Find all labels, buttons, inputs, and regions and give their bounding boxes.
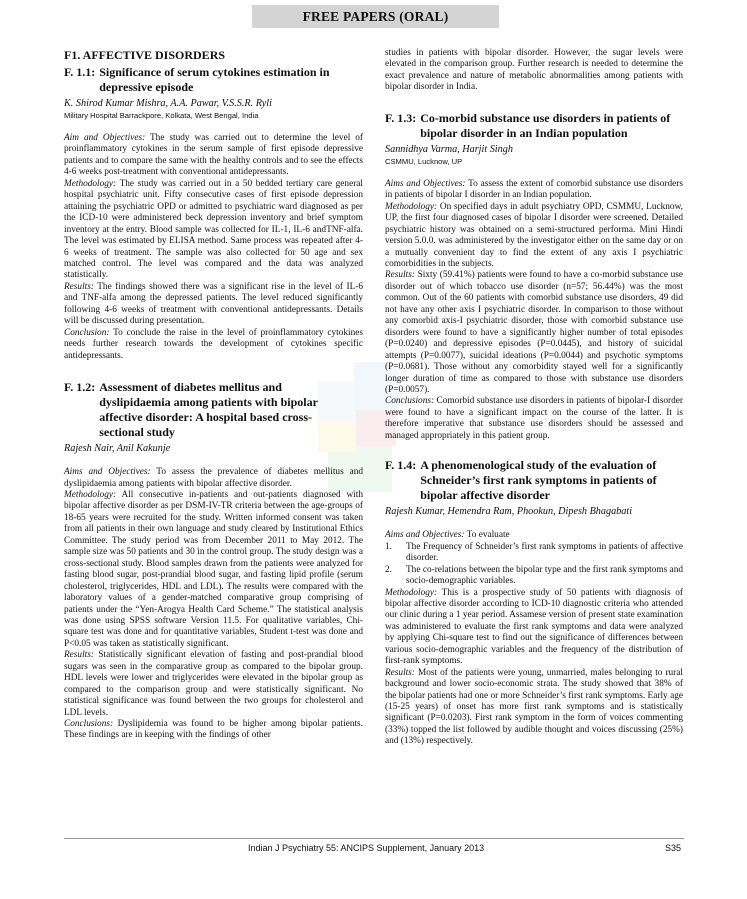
footer-journal: Indian J Psychiatry 55: ANCIPS Supplement, January 2013: [248, 843, 485, 853]
list-item-number: 2.: [385, 564, 392, 575]
aims-text: The study was carried out to determine the level of proinflammatory cytokines in the serum sample of first episode depressive patients and to compare the same with the healthy controls and to see the effects 4-6 weeks post-treatment with conventional antidepressants.: [64, 133, 363, 178]
aims-paragraph: [385, 530, 683, 541]
methodology-paragraph: [385, 588, 683, 668]
results-label: Results:: [64, 281, 94, 292]
abstract-authors: Rajesh Kumar, Hemendra Ram, Phookun, Dipesh Bhagabati: [385, 506, 633, 518]
aims-label: Aims and Objectives:: [385, 178, 466, 189]
results-paragraph: [385, 668, 683, 748]
abstract-authors: Rajesh Nair, Anil Kakunje: [64, 443, 171, 455]
abstract-authors: K. Shirod Kumar Mishra, A.A. Pawar, V.S.S.R. Ryli: [64, 98, 272, 109]
list-item-number: 1.: [385, 541, 392, 552]
methodology-label: Methodology:: [64, 178, 117, 189]
abstract-number: F. 1.3:: [385, 110, 417, 125]
methodology-text: All consecutive in-patients and out-patients diagnosed with bipolar affective disorder as per DSM-IV-TR criteria between the age-groups of 18-65 years were recruited for the study. Written informed consent was taken from all patients in their own language and study cleared by Institutional Ethics Committee. The study period was from December 2011 to May 2012. The sample size was 50 patients and 30 in the control group. The study design was a cross-sectional study. Blood samples drawn from the patients were analyzed for fasting blood sugar, post-prandial blood sugar, and fasting lipid profile (serum cholesterol, triglycerides, HDL and LDL). The results were compared with the laboratory values of a gender-matched comparative group comprising of patients under the “Yen-Arogya Health Card Scheme.” The statistical analysis was done using SPSS software Version 11.5. For qualitative variables, Chi-square test was done and for quantitative variables, Student t-test was done and P<0.05 was taken as statistically significant.: [64, 489, 363, 649]
results-text: The findings showed there was a significant rise in the level of IL-6 and TNF-alfa among the depressed patients. The level reduced significantly following 4-6 weeks of treatment with conventional antidepressants. Details will be discussed during presentation.: [64, 281, 363, 327]
abstract-title: Significance of serum cytokines estimation in depressive episode: [99, 65, 330, 94]
left-column: [64, 48, 363, 742]
abstract-f1-2: [64, 380, 363, 742]
abstract-authors: Sannidhya Varma, Harjit Singh: [385, 143, 513, 155]
aims-text: To assess the extent of comorbid substance use disorders in patients of bipolar I disorder in an Indian population.: [385, 178, 683, 201]
aims-label: Aims and Objectives:: [64, 467, 151, 478]
abstract-f1-3: [385, 111, 683, 442]
conclusion-text: To conclude the raise in the level of proinflammatory cytokines needs further research towards the development of cytokines specific antidepressants.: [64, 327, 363, 361]
conclusion-paragraph: [64, 719, 363, 742]
list-item: [385, 542, 683, 565]
results-label: Results:: [385, 270, 415, 281]
methodology-label: Methodology:: [64, 489, 117, 500]
conclusion-text: Comorbid substance use disorders in patients of bipolar-I disorder were found to have a significant impact on the course of the latter. It is therefore imperative that substance use disorders should be assessed and managed appropriately in this patient group.: [385, 396, 683, 441]
aims-paragraph: [385, 179, 683, 202]
aims-paragraph: [64, 467, 363, 490]
results-label: Results:: [385, 667, 415, 678]
conclusion-paragraph: [64, 328, 363, 362]
conclusion-text: Dyslipidemia was found to be higher among bipolar patients. These findings are in keeping with the findings of other: [64, 719, 363, 741]
results-paragraph: [64, 282, 363, 328]
methodology-text: This is a prospective study of 50 patients with diagnosis of bipolar affective disorder according to ICD-10 diagnostic criteria who attended our clinic during a 1 year period. Assamese version of present state examination was administered to evaluate the first rank symptoms and data were analyzed by applying Chi-square test to find out the significance of differences between various socio-demographic variables and the frequency of the distribution of first-rank symptoms.: [385, 587, 683, 667]
methodology-text: On specified days in adult psychiatry OPD, CSMMU, Lucknow, UP, the first four diagnosed cases of bipolar I disorder were screened. Detailed psychiatric history was obtained on a semi-structured performa. Mini Hindi version 5.0.0. was administered by the investigator either on the same day or on a mutually convenient day to find the extent of any axis I psychiatric comorbidities in the subjects.: [385, 201, 683, 269]
results-text: Most of the patients were young, unmarried, males belonging to rural background and lower socio-economic strata. The study showed that 38% of the bipolar patients had one or more Schneider’s first rank symptoms. Early age (15-25 years) of onset has more first rank symptoms and is statistically significant (P=0.0203). First rank symptom in the form of voices commenting (33%) topped the list followed by audible thought and voices discussing (25%) and (13%) respectively.: [385, 667, 683, 747]
abstract-heading: [385, 111, 683, 141]
list-item-text: The Frequency of Schneider’s first rank symptoms in patients of affective disorder.: [406, 541, 683, 564]
aims-text: To evaluate: [464, 530, 510, 541]
methodology-text: The study was carried out in a 50 bedded tertiary care general hospital psychiatric unit. Fifty consecutive cases of first episode depression attaining the psychiatric OPD or admitted to psychiatric ward diagnosed as per the ICD-10 were administered beck depression inventory and brief symptom inventory at the entry. Blood sample was collected for IL-1, IL-6 andTNF-alfa. The level was estimated by ELISA method. Same process was repeated after 4-6 weeks of treatment. The sample was also collected for 50 age and sex matched control. The level was compared and the data was analyzed statistically.: [64, 178, 363, 281]
methodology-label: Methodology:: [385, 587, 438, 598]
page-number: S35: [665, 843, 682, 853]
results-label: Results:: [64, 650, 94, 661]
abstract-title: A phenomenological study of the evaluation of Schneider’s first rank symptoms in patients of bipolar affective disorder: [420, 458, 657, 503]
list-item-text: The co-relations between the bipolar type and the first rank symptoms and socio-demographic variables.: [406, 564, 683, 587]
methodology-paragraph: [385, 202, 683, 271]
continued-text: studies in patients with bipolar disorder. However, the sugar levels were elevated in the comparison group. Further research is needed to determine the exact prevalence and nature of metabolic abnormalities among patients with bipolar disorder in India.: [385, 48, 683, 93]
abstract-heading: [64, 380, 363, 440]
results-text: Sixty (59.41%) patients were found to have a co-morbid substance use disorder out of which tobacco use disorder (n=57; 56.44%) was the most common. Out of the 60 patients with comorbid substance use disorders, 49 did not have any other axis I psychiatric disorder. In comparison to those without any comorbid axis-I psychiatric disorder, those with comorbid substance use disorders were found to have a significantly higher number of total episodes (P=0.0240) and depressive episodes (P=0.0445), and history of suicidal attempts (P=0.0077), suicidal ideations (P=0.0044) and psychotic symptoms (P=0.0681). Those without any comorbidity stayed well for a significantly longer duration of time as compared to those with substance use disorders (P=0.0057).: [385, 270, 683, 395]
abstract-affiliation: Military Hospital Barrackpore, Kolkata, West Bengal, India: [64, 111, 259, 120]
section-title: F1. AFFECTIVE DISORDERS: [64, 48, 226, 62]
conclusion-label: Conclusions:: [64, 719, 114, 730]
results-text: Statistically significant elevation of fasting and post-prandial blood sugars was seen in the comparative group as compared to the bipolar group. HDL levels were lower and triglycerides were elevated in the bipolar group as compared to the comparison group and were statistically significant. No statistical significance was found between the two groups for cholesterol and LDL levels.: [64, 650, 363, 718]
abstract-title: Co-morbid substance use disorders in patients of bipolar disorder in an Indian population: [420, 110, 671, 140]
footer-divider: [64, 838, 684, 839]
aims-text: To assess the prevalence of diabetes mellitus and dyslipidaemia among patients with bipolar affective disorder.: [64, 467, 363, 489]
abstract-number: F. 1.1:: [64, 65, 96, 79]
conclusion-paragraph: [385, 396, 683, 442]
list-item: [385, 565, 683, 588]
abstract-number: F. 1.4:: [385, 458, 417, 473]
conclusion-label: Conclusion:: [64, 327, 110, 338]
abstract-heading: [64, 65, 363, 95]
aims-label: Aims and Objectives:: [385, 530, 465, 541]
methodology-paragraph: [64, 179, 363, 282]
abstract-affiliation: CSMMU, Lucknow, UP: [385, 156, 463, 166]
right-column: [385, 48, 683, 748]
abstract-f1-4: [385, 458, 683, 748]
aims-label: Aim and Objectives:: [64, 133, 146, 143]
methodology-paragraph: [64, 490, 363, 650]
results-paragraph: [385, 270, 683, 396]
abstract-number: F. 1.2:: [64, 380, 96, 395]
aims-paragraph: [64, 133, 363, 179]
abstract-title: Assessment of diabetes mellitus and dyslipidaemia among patients with bipolar affective disorder: A hospital based cross-sectional study: [99, 380, 318, 440]
abstract-heading: [385, 458, 683, 503]
abstract-f1-1: [64, 65, 363, 362]
results-paragraph: [64, 650, 363, 719]
page-section-header: FREE PAPERS (ORAL): [252, 5, 499, 28]
conclusion-label: Conclusions:: [385, 396, 435, 407]
methodology-label: Methodology:: [385, 201, 438, 212]
